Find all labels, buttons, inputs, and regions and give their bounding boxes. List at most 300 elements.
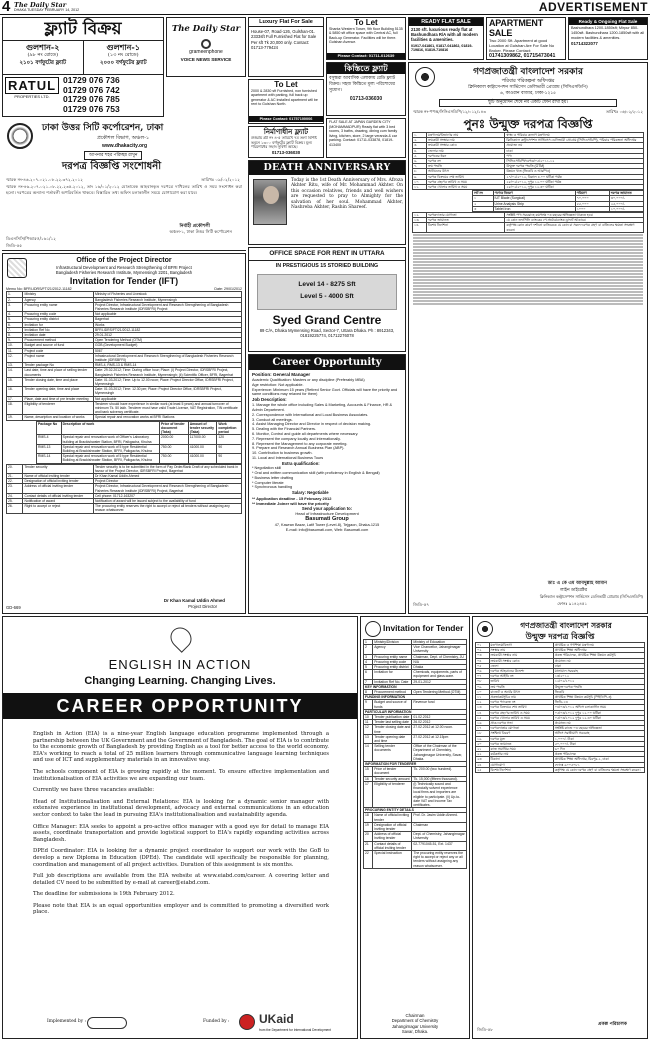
eia-implementer-logo-icon bbox=[87, 1017, 127, 1029]
ju-row-cell: 2 bbox=[364, 645, 373, 654]
gov1-row-cell: ২৭/০২/২০১২, বিকাল ৪.০০ ঘটিকা পর্যন্ত bbox=[505, 174, 644, 179]
gov1-row-cell: যে কোন তফসিলি ব্যাংকের পে-অর্ডার/ব্যাংক ড্রাফট আকারে। bbox=[505, 218, 644, 223]
ju-row-cell: Procuring entity district bbox=[373, 665, 412, 670]
phone-4: 01729 076 753 bbox=[63, 103, 120, 114]
gov1-row-cell: জেলার নাম bbox=[426, 148, 505, 153]
bfri-row-cell: Procuring entity district bbox=[23, 317, 94, 322]
gov1-item-row-cell: ৭০,০০০ bbox=[575, 196, 609, 201]
bfri-row-cell: Project Director bbox=[93, 479, 241, 484]
ukaid-flag-icon bbox=[239, 1014, 255, 1030]
bfri-row bbox=[7, 484, 242, 493]
gov2-row-cell: প্রাথমিক শিক্ষা অধিদপ্তর bbox=[553, 648, 644, 653]
gov-1-table bbox=[412, 132, 644, 190]
ju-row-cell: 16 bbox=[364, 776, 373, 781]
ad-death-anniversary bbox=[248, 160, 406, 245]
ju-row-cell: Tk. 15,000 (fifteen thousand). bbox=[412, 776, 467, 781]
gov1-item-row-cell: ২ bbox=[473, 201, 494, 206]
gov-1-designation: লাইন ডাইরেক্টর bbox=[560, 588, 587, 593]
ju-title: Invitation for Tender bbox=[383, 623, 464, 633]
gov1-item-row-cell: ২৫,০০০/- bbox=[609, 201, 643, 206]
ju-row-cell: Chairman, Dept. of Chemistry, JU bbox=[412, 654, 467, 659]
ju-row-cell: 19 bbox=[364, 822, 373, 831]
bfri-pkg-row-cell: Special repair and renovation work of 5 type Residential Building at Brackishwater Station, BFRI, Paikgacha, Khulna bbox=[61, 454, 159, 463]
gov2-row-cell: ২৩ bbox=[476, 757, 490, 762]
eia-paragraph: DPEd Coordinator: EIA is looking for a dynamic project coordinator to support our work with the GoB to develop a new Diploma in Education (DPEd). The candidate will specifically be responsible for planning, coordination and management of all project activities. Duration of this assignment is six months. bbox=[33, 848, 329, 868]
gov1-row-cell: ২. bbox=[413, 138, 427, 143]
gov-1-address: ৬, কাওরান বাজার, ঢাকা-১২১৫ bbox=[499, 91, 557, 96]
bfri-row-cell: Procuring entity code bbox=[23, 312, 94, 317]
gov2-row-cell: ১১ bbox=[476, 695, 490, 700]
phone-2: 01729 076 742 bbox=[63, 84, 120, 95]
gov1-item-row-cell: ৫৫,০০০ bbox=[575, 201, 609, 206]
right-road: (১৩ নং রোডে) bbox=[107, 52, 139, 58]
paper-name: The Daily Star bbox=[14, 1, 67, 9]
gov1-row-cell: ক্রয় পদ্ধতি bbox=[426, 164, 505, 169]
bfri-pkg-head-cell: Package No bbox=[37, 421, 62, 435]
gov2-row-cell: প্রকল্প পরিচালক, প্রাথমিক শিক্ষা উন্নয়ন কর্মসূচি bbox=[553, 653, 644, 658]
bfri-row-cell: Ministry bbox=[23, 292, 94, 297]
gov1-row-cell: ৪. bbox=[413, 148, 427, 153]
ju-row-cell: Address of official inviting tender bbox=[373, 832, 412, 841]
ratul-sub: PROPERTIES LTD. bbox=[14, 94, 50, 99]
bfri-row-cell: Budget and source of fund bbox=[23, 343, 94, 348]
bfri-row-cell: Tender opening date, time and place bbox=[23, 387, 94, 396]
ju-row-cell: 15 bbox=[364, 767, 373, 776]
ju-signatory-uni: Jahangirnagar University bbox=[391, 1023, 439, 1029]
gov2-row-cell: ০৬ bbox=[476, 669, 490, 674]
gov1-item-row-cell: ৩০,০০০/- bbox=[609, 196, 643, 201]
dncc-website: www.dhakacity.org bbox=[102, 143, 148, 149]
gov2-row-cell: মন্ত্রণালয়/বিভাগ bbox=[489, 643, 553, 648]
gov2-row-cell: ১৭ bbox=[476, 726, 490, 731]
ju-row-cell: The procuring entity reserves the right to accept or reject any or all tenders without assigning any reason whatsoever. bbox=[412, 850, 467, 868]
career-gm-to-head: Head of Infrastructure Development bbox=[295, 510, 359, 516]
flat-sale-title: ফ্ল্যাট বিক্রয় bbox=[3, 18, 163, 41]
bfri-row-cell: 3. bbox=[7, 302, 23, 311]
gov1-row-cell: ৩. bbox=[413, 143, 427, 148]
bfri-row-cell: Notification of award bbox=[23, 498, 94, 503]
career-gm-job-head: Job Description: bbox=[252, 397, 287, 403]
ad-to-let-1 bbox=[326, 17, 406, 60]
eia-paragraph: The schools component of EIA is growing rapidly at the moment. To ensure effective implementation and institutionalisation of EIA activities we are expanding our team. bbox=[33, 768, 329, 782]
ad-ready-ongoing bbox=[568, 17, 648, 60]
gov2-row-cell: ১৬ bbox=[476, 721, 490, 726]
career-gm-email: E-mail: info@basumati.com, Web: Basumati.com bbox=[285, 527, 369, 532]
gov-2-title: গণপ্রজাতন্ত্রী বাংলাদেশ সরকার bbox=[520, 621, 612, 630]
gov-1-notice: ছুটি অনুমোদন শেষে নব একটি ফোন রাখা হয়। bbox=[439, 99, 617, 107]
apartment-phone: 01741309862, 01715473041 bbox=[489, 53, 556, 59]
gov2-row-cell: প্রকল্প/কর্মসূচির নাম bbox=[489, 695, 553, 700]
eia-tagline: Changing Learning. Changing Lives. bbox=[84, 675, 276, 687]
gov2-row-cell: ১৪ bbox=[476, 710, 490, 715]
bfri-row-cell: Notification of award will be issued subject to the availability of fund bbox=[93, 498, 241, 503]
office-rent-title: OFFICE SPACE FOR RENT IN UTTARA bbox=[249, 248, 405, 261]
bfri-row-cell: Invitation date bbox=[23, 333, 94, 338]
gov1-row-cell: সিসিএসডিপি/দরপত্র/০৫/২০১১-১২ bbox=[505, 159, 644, 164]
gov2-row-cell: দরপত্র খোলার তারিখ ও সময় bbox=[489, 715, 553, 720]
eia-leaf-icon bbox=[166, 623, 196, 653]
to-let-2-contact: Please Contact: 01757100006 bbox=[249, 116, 323, 122]
gov2-row-cell: বিশেষ নির্দেশনা bbox=[489, 767, 553, 772]
duty-item: 4. Assist Managing Director and Director in respect of decision making. bbox=[252, 422, 372, 427]
bfri-row-cell: Procurement method bbox=[23, 338, 94, 343]
bfri-designation: Project Director bbox=[188, 604, 217, 609]
ju-row-cell: Selling tender documents bbox=[373, 744, 412, 762]
bfri-row bbox=[7, 415, 242, 420]
gov-2-table bbox=[475, 642, 645, 773]
bfri-pkg-row-cell: 41000.00 bbox=[188, 444, 217, 453]
bfri-pkg-row-cell: 2000.00 bbox=[160, 435, 189, 444]
bfri-pkg-row-cell: RMS-14 bbox=[37, 454, 62, 463]
extra-item: * Synchronous handling bbox=[252, 485, 293, 490]
career-gm-send-to: Send your application to: bbox=[301, 505, 353, 511]
ju-row-cell: Ministry of Education bbox=[412, 640, 467, 645]
gov2-row-cell: ০৫ bbox=[476, 663, 490, 668]
gov2-row-cell: মালামাল সরবরাহ bbox=[553, 669, 644, 674]
gov1-row-cell: বিশেষ নির্দেশনা bbox=[426, 223, 505, 232]
bfri-row-cell: 16. bbox=[7, 387, 23, 396]
gov1-row-cell: দরপত্র জামানত bbox=[426, 218, 505, 223]
gov2-row-cell: ০৩ bbox=[476, 653, 490, 658]
career-gm-company: Basumati Group bbox=[305, 515, 349, 522]
nirman-title: নির্মাণাধীন ফ্ল্যাট bbox=[263, 127, 309, 136]
gov1-row-cell: ২৮/০২/২০১২, দুপুর ১২.০০ ঘটিকা পর্যন্ত bbox=[505, 179, 644, 184]
bfri-pkg-row-cell: 750.00 bbox=[160, 454, 189, 463]
bfri-row-cell: Open Tendering Method (OTM) bbox=[93, 338, 241, 343]
bfri-row-cell: Name, description and location of works bbox=[23, 415, 94, 420]
ju-row bbox=[364, 700, 467, 709]
bfri-org: Bangladesh Fisheries Research Institute, Mymensingh 2201, Bangladesh bbox=[55, 270, 193, 276]
dncc-ref: ডিএনসিসি/পিআরও/১৬১/১২ bbox=[6, 236, 57, 241]
to-let-1-title: To Let bbox=[354, 18, 378, 27]
gov2-row-cell: দরপত্র আহবানের উদ্দেশ্য bbox=[489, 669, 553, 674]
gov2-row-cell: ১৩ bbox=[476, 705, 490, 710]
gov1-row-cell: ১. bbox=[413, 133, 427, 138]
gov2-row-cell: দরপত্র গ্রহণের তারিখ ও সময় bbox=[489, 710, 553, 715]
ju-row-cell: 01.02.2012 bbox=[412, 715, 467, 720]
gov2-row-cell: ১৯ bbox=[476, 736, 490, 741]
gov2-row-cell: প্রযোজ্য নয় bbox=[553, 721, 644, 726]
eia-implemented-by: Implemented by : bbox=[47, 1019, 87, 1024]
gov1-row-cell: ঢাকা bbox=[505, 148, 644, 153]
gov1-row-cell: ৬. bbox=[413, 159, 427, 164]
gov1-row-cell: উন্নয়ন খাত (জিওবি ও আরপিএ) bbox=[505, 169, 644, 174]
gov2-row-cell: ৬০ দিন bbox=[553, 747, 644, 752]
gov1-row-cell: সংশ্লিষ্ট পণ্য সরবরাহে কমপক্ষে ০৩ বছরের অভিজ্ঞতা থাকতে হবে। bbox=[505, 213, 644, 218]
ju-row bbox=[364, 725, 467, 734]
duty-item: 1. Manage the whole office including Sales & Marketing, Accounts & Finance, HR & Admin Department. bbox=[252, 403, 393, 412]
section-title: ADVERTISEMENT bbox=[538, 0, 648, 14]
office-company: Syed Grand Centre bbox=[272, 313, 382, 327]
gov2-row-cell: ঢাকা bbox=[553, 663, 644, 668]
gov-1-items-table bbox=[472, 190, 644, 212]
bfri-row-cell: Ministry of Fisheries and Livestock bbox=[93, 292, 241, 297]
gov1-row-cell: ৯. bbox=[413, 174, 427, 179]
gov2-row-cell: ০৯ bbox=[476, 684, 490, 689]
gov2-row-cell: ২৫ bbox=[476, 767, 490, 772]
bfri-row-cell: 14. bbox=[7, 368, 23, 377]
duties-list bbox=[252, 403, 402, 461]
bfri-row-cell: 24. bbox=[7, 493, 23, 498]
bfri-row-cell: 26. bbox=[7, 504, 23, 513]
gov2-row-cell: ১২ bbox=[476, 700, 490, 705]
gov2-row-cell: জিডি-১৩ bbox=[553, 700, 644, 705]
bfri-pkg-head bbox=[37, 421, 242, 435]
ju-row-cell: Dept. of Chemistry, Jahangirnagar University bbox=[413, 832, 465, 841]
death-anniversary-body: Today is the 1st Death Anniversary of Mrs. Afroza Akhter Ritu, wife of Mr. Mohammad Akhter. On this occasion relatives, friends and well wishers are requested to pray to Almighty for the salvation of her soul. Mohammad Akhter, Nashreba Akhter, Rashin Shareef. bbox=[291, 178, 403, 211]
ju-row bbox=[364, 734, 467, 743]
dncc-signatory-office: অঞ্চল-১, ঢাকা উত্তর সিটি কর্পোরেশন bbox=[169, 229, 232, 234]
eia-logo-text: ENGLISH IN ACTION bbox=[108, 657, 252, 672]
dncc-ad-code: জিডি-৫৫ bbox=[6, 243, 23, 248]
gov2-row-cell: ১৫ bbox=[476, 715, 490, 720]
bfri-row-cell: 12. bbox=[7, 353, 23, 362]
ju-row bbox=[364, 767, 467, 776]
ju-row-cell: 3 bbox=[364, 654, 373, 659]
ju-row bbox=[364, 822, 467, 831]
gov2-row-cell: ঠিকানা bbox=[489, 757, 553, 762]
gov1-row-cell: ৫. bbox=[413, 153, 427, 158]
gov2-row-cell: উন্মুক্ত দরপত্র পদ্ধতি bbox=[553, 684, 644, 689]
bfri-row-cell: Date: 01.03.2012; Time: Up to 12.00 noon; Place: Project Director Office, IDRSBFRI Project, Mymensingh bbox=[93, 377, 241, 386]
ju-row-cell: 26.02.2012 bbox=[412, 720, 467, 725]
gov1-row-cell: ১৪. bbox=[413, 223, 427, 232]
ju-row-cell: Office of the Chairman of the Department of Chemistry, Jahangirnagar University, Savar, Dhaka. bbox=[412, 744, 467, 762]
gov2-row-cell: দরপত্র মূল্য bbox=[489, 736, 553, 741]
bfri-pkg-row bbox=[37, 454, 242, 463]
nirman-phone: 01713-036030 bbox=[271, 150, 301, 155]
gov1-row-cell: প্রযোজ্য নয় bbox=[505, 143, 644, 148]
ju-row-cell: Open Tendering Method (OTM) bbox=[412, 690, 467, 695]
ad-kistite-flat bbox=[326, 62, 406, 116]
ju-row bbox=[364, 781, 467, 807]
left-location: গুলশান-২ bbox=[26, 42, 60, 52]
ju-row-cell: 18 bbox=[364, 813, 373, 822]
gov1-row-cell: কর্তৃপক্ষ কোন কারণ দর্শানো ব্যতিরেকে যে কোন বা সকল দরপত্র গ্রহণ বা বাতিলের ক্ষমতা সংরক্ষণ করেন। bbox=[505, 223, 644, 232]
luxury-body: House-07, Road-126, Gulshan-01. 2333sft Full Furnished Flat for Sale Per sft Tk 20,000 only. Contact: 01713-779424 bbox=[251, 29, 317, 51]
kistite-title: কিস্তিতে ফ্ল্যাট bbox=[327, 63, 405, 74]
bfri-row bbox=[7, 353, 242, 362]
bfri-row-cell: 10. bbox=[7, 343, 23, 348]
eia-paragraph: The deadline for submissions is 19th February 2012. bbox=[33, 891, 175, 898]
ju-row bbox=[364, 670, 467, 679]
bfri-row-cell: Not applicable bbox=[93, 396, 241, 401]
ju-row-cell: 27.02.2012 at 12.15pm bbox=[412, 734, 467, 743]
partner-name: grameenphone bbox=[189, 49, 223, 55]
bfri-row-cell: Name of official inviting tender bbox=[23, 473, 94, 478]
ju-row-cell: Revenue fund bbox=[412, 700, 467, 709]
bfri-info-table bbox=[6, 291, 242, 420]
gov2-row-cell: প্রাথমিক শিক্ষা অধিদপ্তর, মিরপুর-২, ঢাকা bbox=[553, 757, 644, 762]
bfri-row-cell: GOB (Development Budget) bbox=[93, 343, 241, 348]
gov2-row-cell: প্রকল্প পরিচালক bbox=[553, 752, 644, 757]
bfri-row-cell: Bagerhat bbox=[93, 317, 241, 322]
ju-row-cell: Procurement method bbox=[373, 690, 412, 695]
ukaid-logo-text: UKaid bbox=[259, 1012, 294, 1026]
gov1-row-cell: দরপত্র বিক্রয়ের শেষ তারিখ bbox=[426, 174, 505, 179]
ju-row-cell: Vice Chancellor, Jahangirnagar University bbox=[412, 645, 467, 654]
bfri-pkg-row-cell: 90 bbox=[217, 444, 242, 453]
page-header bbox=[0, 0, 650, 15]
gov2-row-cell: ৫০,০০০/- টাকা bbox=[553, 741, 644, 746]
bfri-row-cell: Works bbox=[93, 322, 241, 327]
bfri-pkg-row-cell: 41000.00 bbox=[188, 454, 217, 463]
ju-section-label: FUNDING INFORMATION bbox=[364, 695, 467, 700]
nirman-body: উত্তরায় প্লট নং ৪-৫ তারিখে ৭ম তলা বিশিষ্ট ভবনে ১৩০০ বর্গফুটের ফ্ল্যাট বিক্রয়। মূল্য পরিশোধের সহজ সুবিধা আছে। bbox=[251, 136, 317, 150]
ju-row bbox=[364, 690, 467, 695]
bfri-office: Office of the Project Director bbox=[76, 257, 172, 264]
ju-row-cell: Tender closing date and time bbox=[374, 725, 411, 734]
ju-row-cell: 21 bbox=[364, 841, 373, 850]
gov1-item-row-cell: Urine Analysis Strip bbox=[493, 201, 575, 206]
ju-row-cell: 13 bbox=[364, 734, 373, 743]
duty-item: 10. Contribution to business growth. bbox=[252, 451, 313, 456]
bfri-row-cell: 13. bbox=[7, 363, 23, 368]
ju-row-cell: 1 bbox=[364, 640, 373, 645]
bfri-pkg-row-cell: 750.00 bbox=[160, 444, 189, 453]
bfri-row-cell: Tender security is to be submitted in the form of Pay Order/Bank Draft of any scheduled bank in favour of the Project Director, IDRSBFRI Project, Bagerhat bbox=[93, 464, 241, 473]
dncc-notice-title: দরপত্র বিজ্ঞপ্তি সংশোধনী bbox=[62, 161, 162, 172]
bfri-row-cell: 4. bbox=[7, 312, 23, 317]
eia-funded-by: Funded by : bbox=[203, 1019, 230, 1024]
bfri-row-cell: 2. bbox=[7, 297, 23, 302]
bfri-row-cell: Eligibility of tenderer bbox=[23, 401, 94, 415]
kistite-phone: 01713-036030 bbox=[349, 96, 383, 102]
ad-gov-tender-bn-1 bbox=[408, 62, 648, 614]
gov2-row-cell: ফোনঃ ৯০০৫০৮১ bbox=[553, 762, 644, 767]
bfri-row-cell: Last date, time and place of selling tender documents bbox=[23, 368, 94, 377]
ju-row-cell: Agency bbox=[373, 645, 412, 654]
portrait-photo bbox=[253, 179, 287, 225]
ju-row-cell: 4 bbox=[364, 659, 373, 664]
gov2-row-cell: প্রাক-দরপত্র সভা bbox=[489, 721, 553, 726]
gov1-item-row-cell: ১ bbox=[473, 196, 494, 201]
bfri-row-cell: Not applicable bbox=[93, 312, 241, 317]
extras-list bbox=[252, 466, 402, 490]
bfri-row-cell: 5. bbox=[7, 317, 23, 322]
bfri-row-cell: Bangladesh Fisheries Research Institute, Mymensingh bbox=[93, 297, 241, 302]
gov-1-heading: পুনঃ উন্মুক্ত দরপত্র বিজ্ঞপ্তি bbox=[463, 117, 593, 131]
gov2-row-cell: ০৫/০৩/২০১২ দুপুর ১২.০০ ঘটিকা bbox=[553, 710, 644, 715]
eia-paragraph: Head of Institutionalisation and External Relations: EIA is looking for a dynamic senior manager with extensive experience in institutional development, advocacy and external communications in an education sector context to take the lead in pursuing EIA's institutionalisation and sustainability agenda. bbox=[33, 798, 329, 818]
ju-row-cell: Price of tender document bbox=[373, 767, 412, 776]
career-gm-address: 47, Kawran Bazar, Latif Tower (Level-8), Tejgaon, Dhaka-1215 bbox=[274, 522, 380, 527]
gov2-row-cell: ২৪ bbox=[476, 762, 490, 767]
bfri-row-cell: Project Director, Infrastructural Development and Research Strengthening of Bangladesh Fisheries Research Institute (IDRSBFRI) Project bbox=[93, 302, 241, 311]
ju-row-cell: 11 bbox=[364, 720, 373, 725]
bfri-row-cell: 5067 bbox=[93, 348, 241, 353]
left-size: ২১০১ বর্গফুটের ফ্ল্যাট bbox=[19, 60, 67, 66]
right-size: ২০০০ বর্গফুটের ফ্ল্যাট bbox=[99, 60, 147, 66]
gov-1-sub: ক্লিনিক্যাল কন্ট্রাসেপশন সার্ভিসেস ডেলিভারী প্রোগ্রাম (সিসিএসডিপি) bbox=[468, 85, 588, 90]
gov1-item-row-cell: Tablet Iron bbox=[493, 206, 575, 211]
gov2-row-cell: ২২ bbox=[476, 752, 490, 757]
bfri-pkg-row-cell: 117000.00 bbox=[188, 435, 217, 444]
ju-signatory-place: Savar, Dhaka. bbox=[401, 1028, 429, 1034]
bfri-ad-code: GD-669 bbox=[6, 605, 21, 610]
bfri-pkg-row-cell: Special repair and renovation work of 5 type Residential Building at Brackishwater Station, BFRI, Paikgacha, Khulna bbox=[61, 444, 159, 453]
ju-row-cell: Ministry/Division bbox=[373, 640, 412, 645]
bfri-row-cell: Tender security bbox=[23, 464, 94, 473]
ju-row-cell: 22 bbox=[364, 850, 373, 868]
ad-career-gm bbox=[248, 354, 406, 614]
gov-1-phone: ফোনঃ ৯১৪২৪৫১ bbox=[557, 601, 587, 606]
gov2-row-cell: দরপত্র আইডি নং bbox=[489, 674, 553, 679]
bfri-row-cell: 8. bbox=[7, 333, 23, 338]
ju-row bbox=[364, 832, 467, 841]
ad-ready-flat bbox=[408, 17, 484, 60]
bfri-row bbox=[7, 504, 242, 513]
bfri-pkg-head-cell: Amount of tender security (Taka) bbox=[188, 421, 217, 435]
gov1-item-row bbox=[473, 206, 644, 211]
career-gm-qualification: Academic Qualification: Masters or any discipline (Preferably MBA) bbox=[252, 378, 365, 382]
ju-row bbox=[364, 850, 467, 868]
extra-item: * Business letter drafting bbox=[252, 475, 294, 480]
ju-row-cell: 12 bbox=[364, 725, 373, 734]
ju-row-cell: Invitation for bbox=[373, 670, 412, 679]
extra-item: * Oral and written communication skill (with proficiency in English & Bengali) bbox=[252, 470, 380, 475]
eia-paragraph: Full job descriptions are available from the EIA website at www.eiabd.com/career. A covering letter and detailed CV need to be submitted by e-mail at career@eiabd.com. bbox=[33, 873, 329, 886]
bfri-row-cell: 6. bbox=[7, 322, 23, 327]
gov1-row-cell: পণ্য bbox=[505, 153, 644, 158]
gov-1-date: তারিখঃ ০৬/০২/২০১২ bbox=[605, 109, 643, 114]
ju-row-cell: Chairman bbox=[412, 822, 467, 831]
gov1-row-cell: দরপত্র খোলার তারিখ ও সময় bbox=[426, 185, 505, 190]
gov2-row-cell: তারিখ bbox=[489, 679, 553, 684]
ready-flat-body: 2130 sft. luxurious ready flat at Bashundhara R/A with all modern facilities & amenities. bbox=[411, 27, 478, 43]
bfri-row-cell: 29.01.2012 bbox=[93, 333, 241, 338]
ju-row-cell: Contact details of official inviting tender bbox=[373, 841, 412, 850]
gov1-row-cell: দরপত্রদাতার যোগ্যতা bbox=[426, 213, 505, 218]
bfri-row-cell: Tender closing date, time and place bbox=[23, 377, 94, 386]
gov-1-memo: স্মারক নং-পপঅ/সিসিএসডিপি/১২/০১২/১৪৩ bbox=[413, 109, 486, 114]
bfri-row-cell: 11. bbox=[7, 348, 23, 353]
bfri-row-cell: BFRI-IDRS/FT/21/2012-11182 bbox=[93, 327, 241, 332]
ju-row-cell: 02-7791045-51, Ext. 1437 bbox=[412, 841, 467, 850]
bfri-row-cell: Designation of official inviting tender bbox=[23, 479, 94, 484]
gov1-row-cell: ১০. bbox=[413, 179, 427, 184]
office-address: 89 C/A, Dhaka Mymensing Road, Sector-7, Uttara Dhaka. Ph : 8912343, 01819225774, 01712276078 bbox=[259, 328, 395, 339]
gov2-row-cell: দরপত্র প্যাকেজ নং bbox=[489, 700, 553, 705]
bfri-row-cell: 20. bbox=[7, 464, 23, 473]
eia-paragraph: Currently we have three vacancies available: bbox=[33, 787, 155, 794]
bfri-package-table bbox=[36, 421, 242, 464]
gov2-row-cell: প্রাথমিক ও গণশিক্ষা মন্ত্রণালয় bbox=[553, 643, 644, 648]
career-gm-experience: Experience: Minimum 15 years (Retired Senior Govt. Officials will have the priority and same conditions may relaxed for them) bbox=[252, 387, 398, 397]
bfri-row-cell: 21. bbox=[7, 473, 23, 478]
gov-2-ad-code: জিডি-৫৮ bbox=[477, 1027, 494, 1032]
ju-row bbox=[364, 744, 467, 762]
ad-bfri-ift bbox=[2, 253, 246, 614]
gov-emblem-icon bbox=[415, 67, 435, 87]
bfri-row-cell: Special repair and renovation works at BFRI Stations bbox=[93, 415, 241, 420]
ready-flat-phones: 01917-041861, 01817-041862, 01819-719816, 01819-710816 bbox=[411, 43, 473, 53]
career-gm-deadline: ** Application deadline - 15 February 2012 bbox=[252, 495, 332, 501]
gov2-row-cell: কর্মকর্তার নাম bbox=[489, 752, 553, 757]
gov2-row-cell: ০৫/০৩/২০১২ দুপুর ১২.৩০ ঘটিকা bbox=[553, 715, 644, 720]
bfri-pkg-row-cell: 90 bbox=[217, 454, 242, 463]
ju-row-cell: Designation of official inviting tender bbox=[373, 822, 412, 831]
ad-luxury-flat bbox=[248, 17, 324, 77]
ratul-logo: RATUL bbox=[5, 77, 59, 94]
to-let-2-body: 2000 & 2830 sft Furnished, non furnished apartment with parking, full back up generator & AC installed apartment will be rent to Gulshan North. bbox=[251, 89, 318, 107]
gov2-row-cell: দরপত্রদাতার যোগ্যতা bbox=[489, 726, 553, 731]
gov1-item-head-cell: পরিমাণ bbox=[575, 191, 609, 196]
bfri-row bbox=[7, 302, 242, 311]
gov1-row-cell: মন্ত্রণালয়/বিভাগের নাম bbox=[426, 133, 505, 138]
ad-gov-tender-bn-2 bbox=[472, 616, 648, 1039]
ju-row-cell: Tender opening date and time bbox=[373, 734, 412, 743]
